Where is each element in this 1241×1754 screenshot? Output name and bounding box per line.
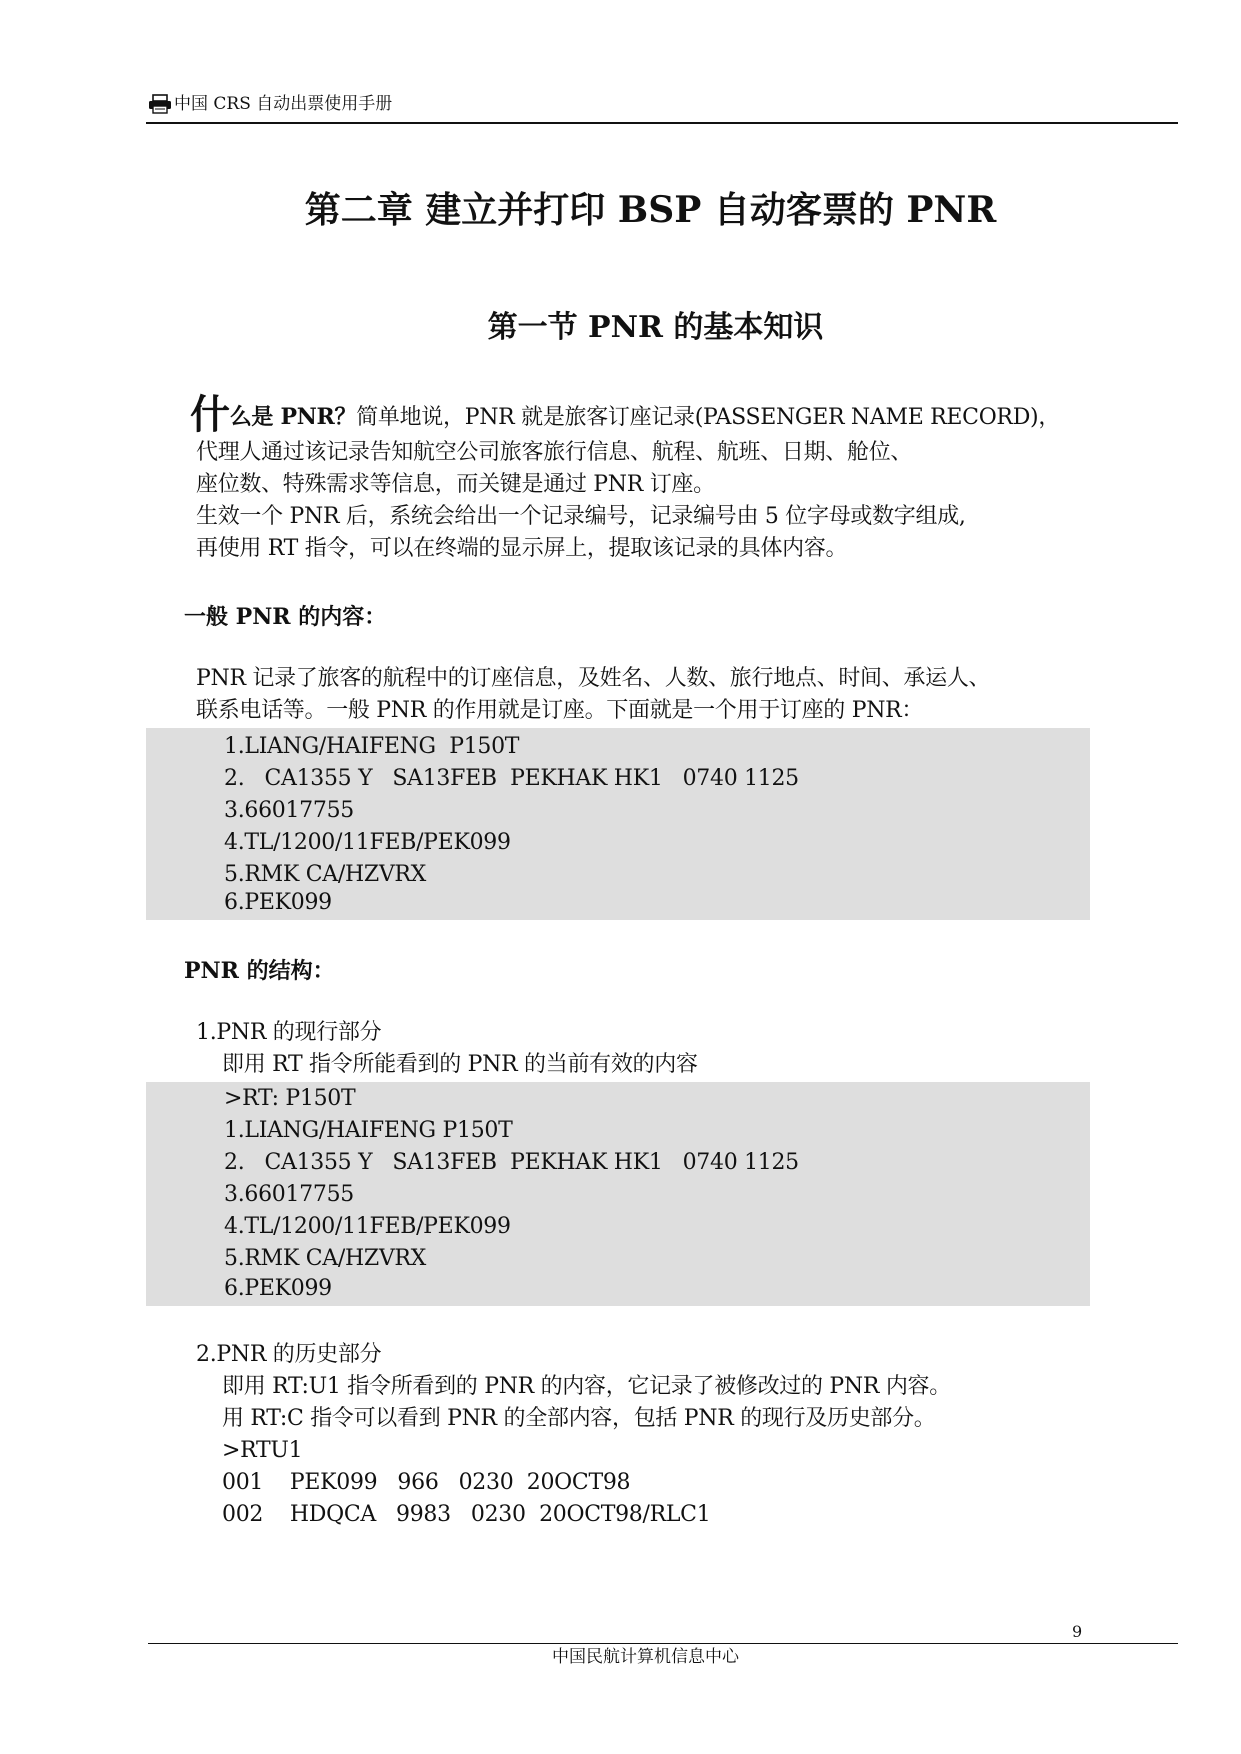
part2-line: 用 RT:C 指令可以看到 PNR 的全部内容，包括 PNR 的现行及历史部分。 [222, 1406, 936, 1431]
intro-line: 代理人通过该记录告知航空公司旅客旅行信息、航程、航班、日期、舱位、 [196, 440, 913, 465]
part2-line: 001 PEK099 966 0230 20OCT98 [222, 1470, 631, 1495]
part2-line: 002 HDQCA 9983 0230 20OCT98/RLC1 [222, 1502, 711, 1527]
intro-line: 生效一个 PNR 后，系统会给出一个记录编号，记录编号由 5 位字母或数字组成, [196, 504, 966, 529]
part1-title: 1.PNR 的现行部分 [196, 1020, 382, 1045]
code-line: 2. CA1355 Y SA13FEB PEKHAK HK1 0740 1125 [224, 1150, 799, 1175]
header-text: 中国 CRS 自动出票使用手册 [174, 94, 393, 114]
code-line: 6.PEK099 [224, 890, 332, 915]
code-line: 1.LIANG/HAIFENG P150T [224, 1118, 513, 1143]
pnr-current-block [146, 1082, 1090, 1306]
intro-line: 座位数、特殊需求等信息，而关键是通过 PNR 订座。 [196, 472, 715, 497]
intro-lead: 么是 PNR？ [229, 404, 357, 430]
chapter-title: 第二章 建立并打印 BSP 自动客票的 PNR [304, 189, 997, 231]
structure-heading: PNR 的结构： [184, 958, 335, 984]
footer-rule [148, 1643, 1178, 1644]
general-line: 联系电话等。一般 PNR 的作用就是订座。下面就是一个用于订座的 PNR： [196, 698, 924, 723]
general-line: PNR 记录了旅客的航程中的订座信息，及姓名、人数、旅行地点、时间、承运人、 [196, 666, 991, 691]
code-line: 2. CA1355 Y SA13FEB PEKHAK HK1 0740 1125 [224, 766, 799, 791]
general-heading: 一般 PNR 的内容： [184, 604, 387, 630]
section-title: 第一节 PNR 的基本知识 [487, 310, 824, 345]
code-line: 4.TL/1200/11FEB/PEK099 [224, 1214, 511, 1239]
code-line: 4.TL/1200/11FEB/PEK099 [224, 830, 511, 855]
pnr-example-block [146, 728, 1090, 920]
part2-title: 2.PNR 的历史部分 [196, 1342, 382, 1367]
part2-line: >RTU1 [222, 1438, 303, 1463]
footer-text: 中国民航计算机信息中心 [552, 1647, 739, 1667]
intro-first-line-text: 简单地说，PNR 就是旅客订座记录(PASSENGER NAME RECORD)， [356, 405, 1061, 430]
printer-icon [148, 94, 172, 114]
code-line: 5.RMK CA/HZVRX [224, 862, 427, 887]
code-line: 6.PEK099 [224, 1276, 332, 1301]
part1-desc: 即用 RT 指令所能看到的 PNR 的当前有效的内容 [222, 1052, 698, 1077]
code-line: 1.LIANG/HAIFENG P150T [224, 734, 520, 759]
page-number: 9 [1072, 1622, 1083, 1641]
code-line: 3.66017755 [224, 798, 354, 823]
intro-first-line [190, 391, 1061, 438]
drop-cap: 什 [190, 391, 230, 438]
intro-line: 再使用 RT 指令，可以在终端的显示屏上，提取该记录的具体内容。 [196, 536, 848, 561]
code-line: 3.66017755 [224, 1182, 354, 1207]
code-line: 5.RMK CA/HZVRX [224, 1246, 427, 1271]
part2-line: 即用 RT:U1 指令所看到的 PNR 的内容，它记录了被修改过的 PNR 内容。 [222, 1374, 951, 1399]
code-line: >RT: P150T [224, 1086, 356, 1111]
page-header [146, 92, 1178, 124]
